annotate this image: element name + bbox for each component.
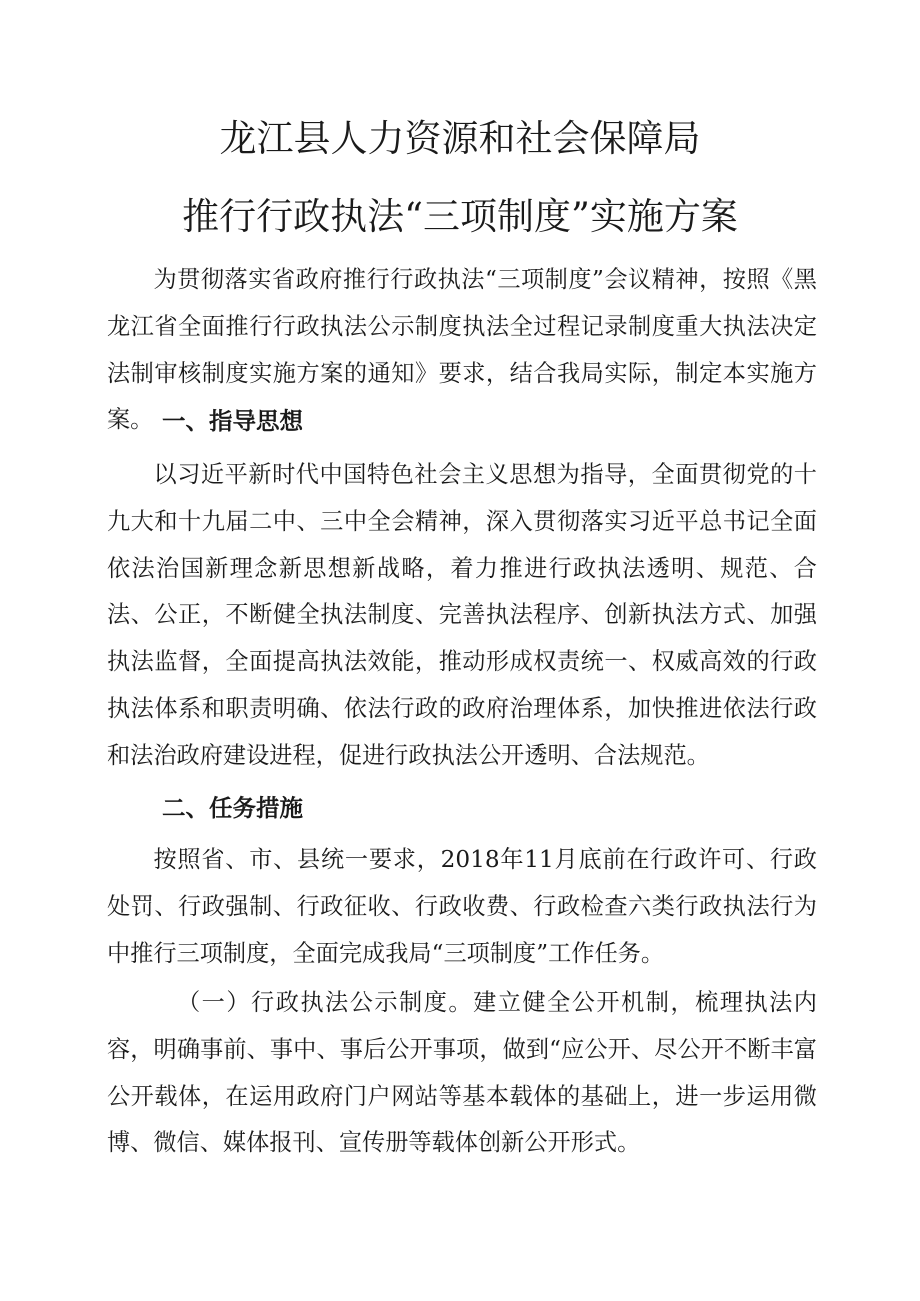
document-title-line-1: 龙江县人力资源和社会保障局 <box>219 117 701 160</box>
publicity-system-paragraph: （一）行政执法公示制度。建立健全公开机制，梳理执法内容，明确事前、事中、事后公开事项，做到“应公开、尽公开不断丰富公开载体，在运用政府门户网站等基本载体的基础上，进一步运用微博、微信、媒体报刊、宣传册等载体创新公开形式。 <box>107 989 817 1157</box>
section-heading-tasks-measures: 二、任务措施 <box>162 794 303 822</box>
intro-paragraph: 为贯彻落实省政府推行行政执法“三项制度”会议精神，按照《黑龙江省全面推行行政执法公示制度执法全过程记录制度重大执法决定法制审核制度实施方案的通知》要求，结合我局实际，制定本实施方案。 <box>107 266 817 434</box>
section-heading-guiding-ideology: 一、指导思想 <box>162 407 303 435</box>
tasks-measures-paragraph: 按照省、市、县统一要求，2018年11月底前在行政许可、行政处罚、行政强制、行政征收、行政收费、行政检查六类行政执法行为中推行三项制度，全面完成我局“三项制度”工作任务。 <box>107 846 817 967</box>
guiding-ideology-paragraph: 以习近平新时代中国特色社会主义思想为指导，全面贯彻党的十九大和十九届二中、三中全会精神，深入贯彻落实习近平总书记全面依法治国新理念新思想新战略，着力推进行政执法透明、规范、合法、公正，不断健全执法制度、完善执法程序、创新执法方式、加强执法监督，全面提高执法效能，推动形成权责统一、权威高效的行政执法体系和职责明确、依法行政的政府治理体系，加快推进依法行政和法治政府建设进程，促进行政执法公开透明、合法规范。 <box>107 461 817 769</box>
document-title-line-2: 推行行政执法“三项制度”实施方案 <box>182 195 738 238</box>
